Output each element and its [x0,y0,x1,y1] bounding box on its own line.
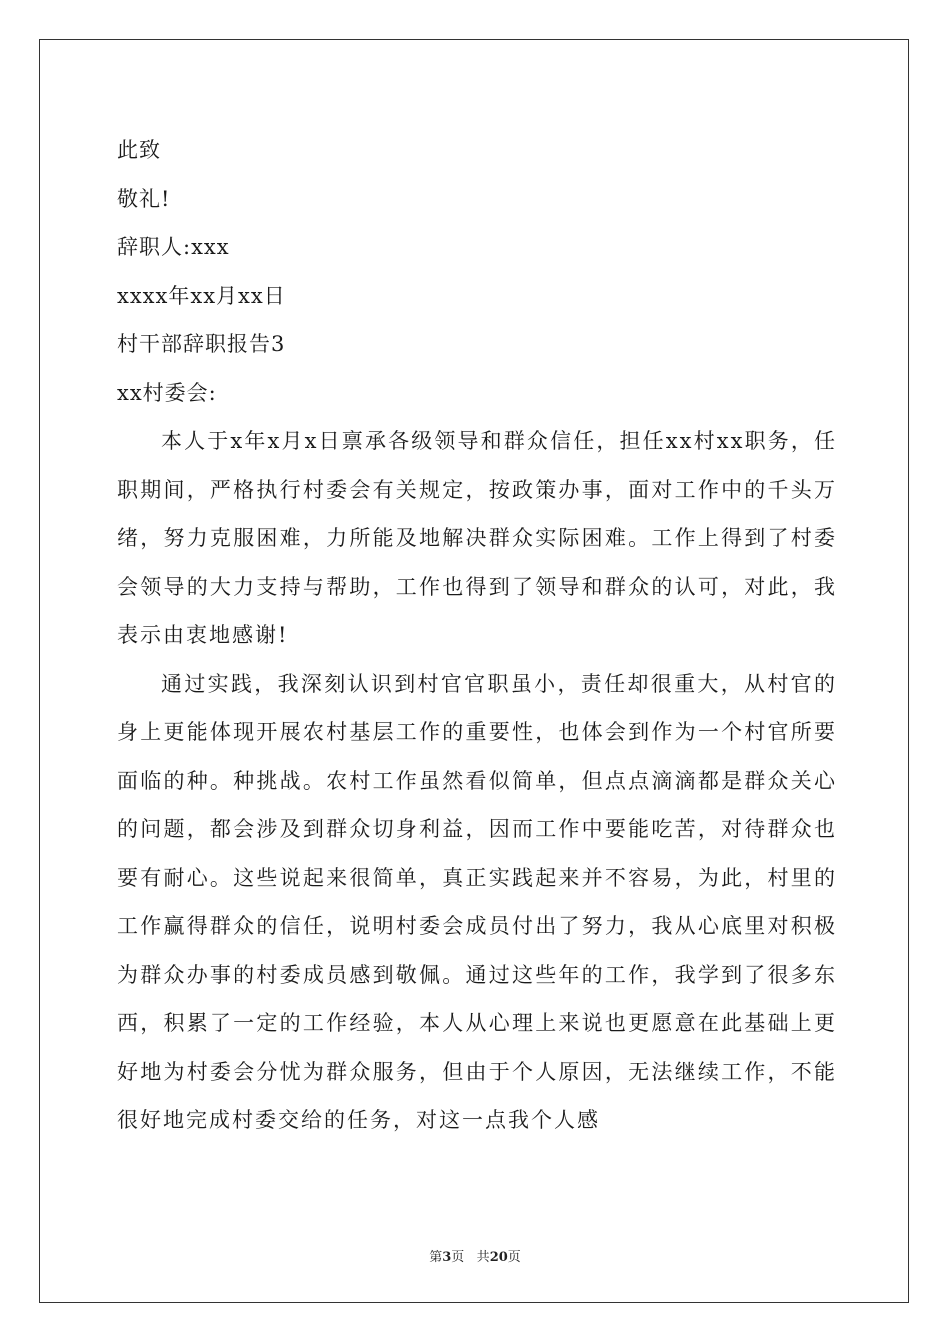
page-number: 3 [442,1250,452,1265]
section-title: 村干部辞职报告3 [117,332,286,356]
total-unit: 页 [507,1250,521,1265]
page-total: 20 [489,1250,508,1265]
document-body [117,126,837,1145]
salutation-line: 敬礼! [117,186,171,211]
page-unit: 页 [451,1250,465,1265]
page-footer [0,1246,950,1265]
closing-line: 此致 [117,138,161,162]
addressee-line: xx村委会: [117,380,217,405]
body-paragraph: 本人于x年x月x日禀承各级领导和群众信任，担任xx村xx职务，任职期间，严格执行村委会有关规定，按政策办事，面对工作中的千头万绪，努力克服困难，力所能及地解决群众实际困难。工作上得到了村委会领导的大力支持与帮助，工作也得到了领导和群众的认可，对此，我表示由衷地感谢! [117,429,837,647]
page-prefix: 第 [429,1250,443,1265]
total-prefix: 共 [476,1250,490,1265]
body-paragraph: 通过实践，我深刻认识到村官官职虽小，责任却很重大，从村官的身上更能体现开展农村基层工作的重要性，也体会到作为一个村官所要面临的种。种挑战。农村工作虽然看似简单，但点点滴滴都是群众关心的问题，都会涉及到群众切身利益，因而工作中要能吃苦，对待群众也要有耐心。这些说起来很简单，真正实践起来并不容易，为此，村里的工作赢得群众的信任，说明村委会成员付出了努力，我从心底里对积极为群众办事的村委成员感到敬佩。通过这些年的工作，我学到了很多东西，积累了一定的工作经验，本人从心理上来说也更愿意在此基础上更好地为村委会分忧为群众服务，但由于个人原因，无法继续工作，不能很好地完成村委交给的任务，对这一点我个人感 [117,671,837,1132]
signature-line: 辞职人:xxx [117,235,230,259]
date-line: xxxx年xx月xx日 [117,283,286,308]
